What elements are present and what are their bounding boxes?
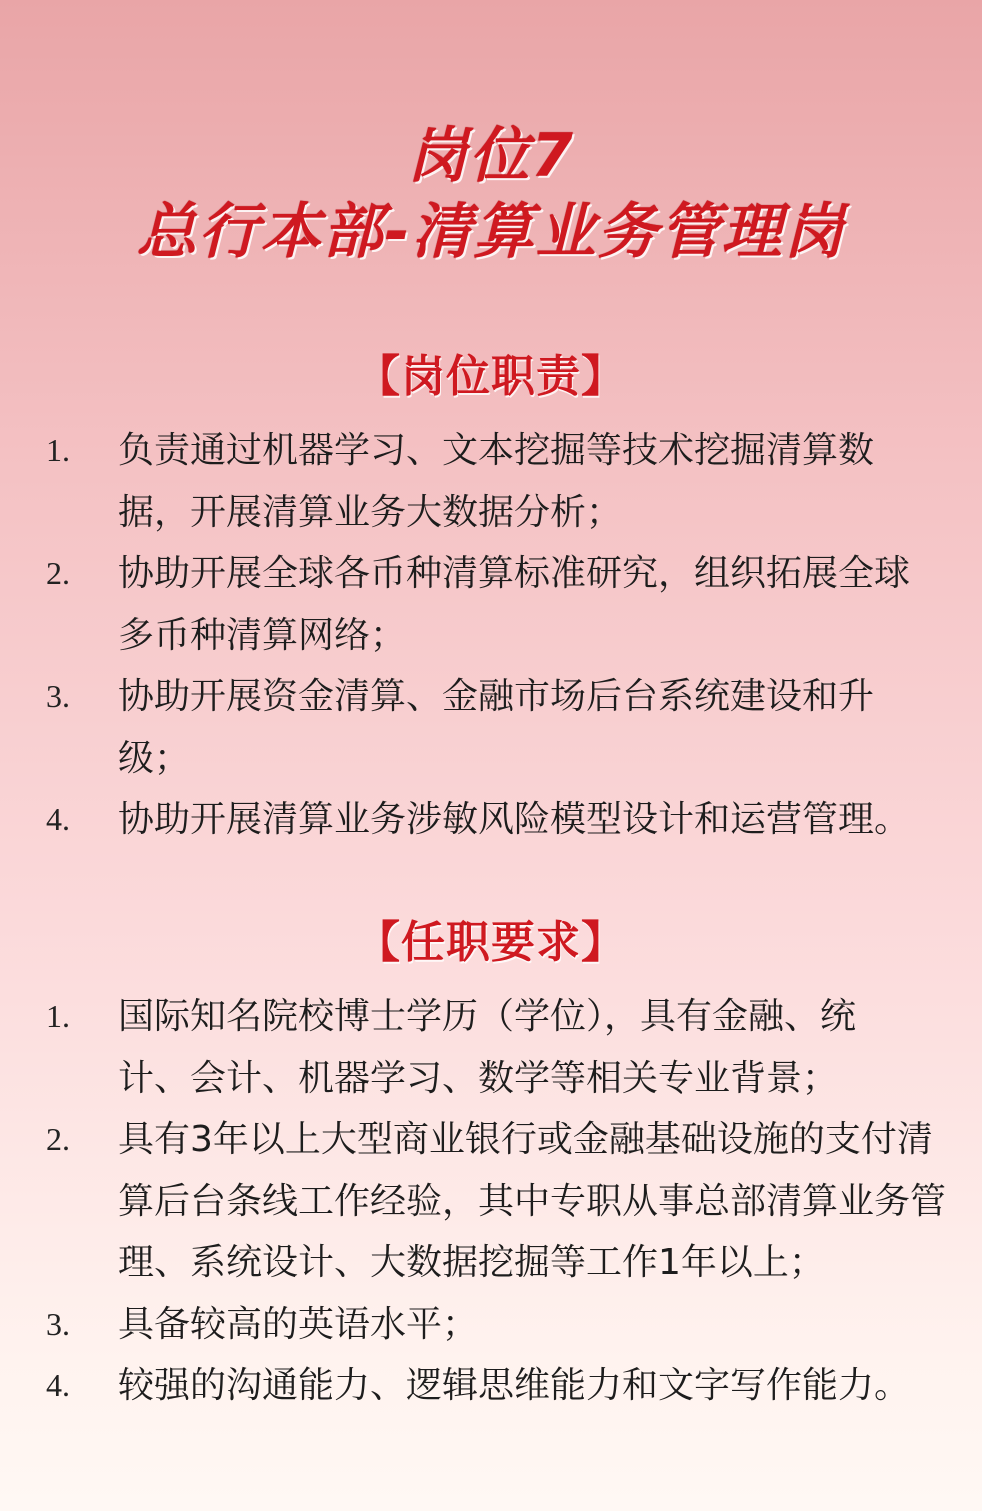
list-item-text: 具备较高的英语水平； [118,1303,479,1345]
list-item [0,1294,982,1356]
list-item-text: 负责通过机器学习、文本挖掘等技术挖掘清算数据，开展清算业务大数据分析； [118,430,875,533]
page-subtitle: 总行本部-清算业务管理岗 [136,197,846,267]
list-item-number: 4. [46,1367,70,1403]
requirements-list [0,986,982,1417]
list-item-text: 协助开展清算业务涉敏风险模型设计和运营管理。 [118,799,911,840]
list-item [0,543,982,666]
list-item [0,1355,982,1417]
duties-header: 【岗位职责】 [356,351,626,402]
list-item-text: 具有3年以上大型商业银行或金融基础设施的支付清算后台条线工作经验，其中专职从事总部清算业务管理、系统设计、大数据挖掘等工作1年以上； [118,1119,947,1283]
list-item-number: 1. [46,998,70,1034]
list-item [0,986,982,1109]
list-item-text: 协助开展资金清算、金融市场后台系统建设和升级； [118,676,875,779]
list-item [0,420,982,543]
page-title: 岗位7 [407,121,575,191]
list-item-number: 2. [46,1121,70,1157]
list-item-number: 3. [46,678,70,714]
list-item [0,1109,982,1294]
list-item-text: 协助开展全球各币种清算标准研究，组织拓展全球多币种清算网络； [118,553,911,656]
list-item-number: 1. [46,432,70,468]
list-item-text: 较强的沟通能力、逻辑思维能力和文字写作能力。 [118,1365,911,1406]
duties-list [0,420,982,851]
list-item-number: 2. [46,555,70,591]
requirements-header: 【任职要求】 [356,917,626,968]
list-item-number: 4. [46,801,70,837]
list-item-text: 国际知名院校博士学历（学位），具有金融、统计、会计、机器学习、数学等相关专业背景； [118,996,857,1099]
list-item [0,666,982,789]
list-item-number: 3. [46,1305,70,1342]
list-item [0,789,982,851]
